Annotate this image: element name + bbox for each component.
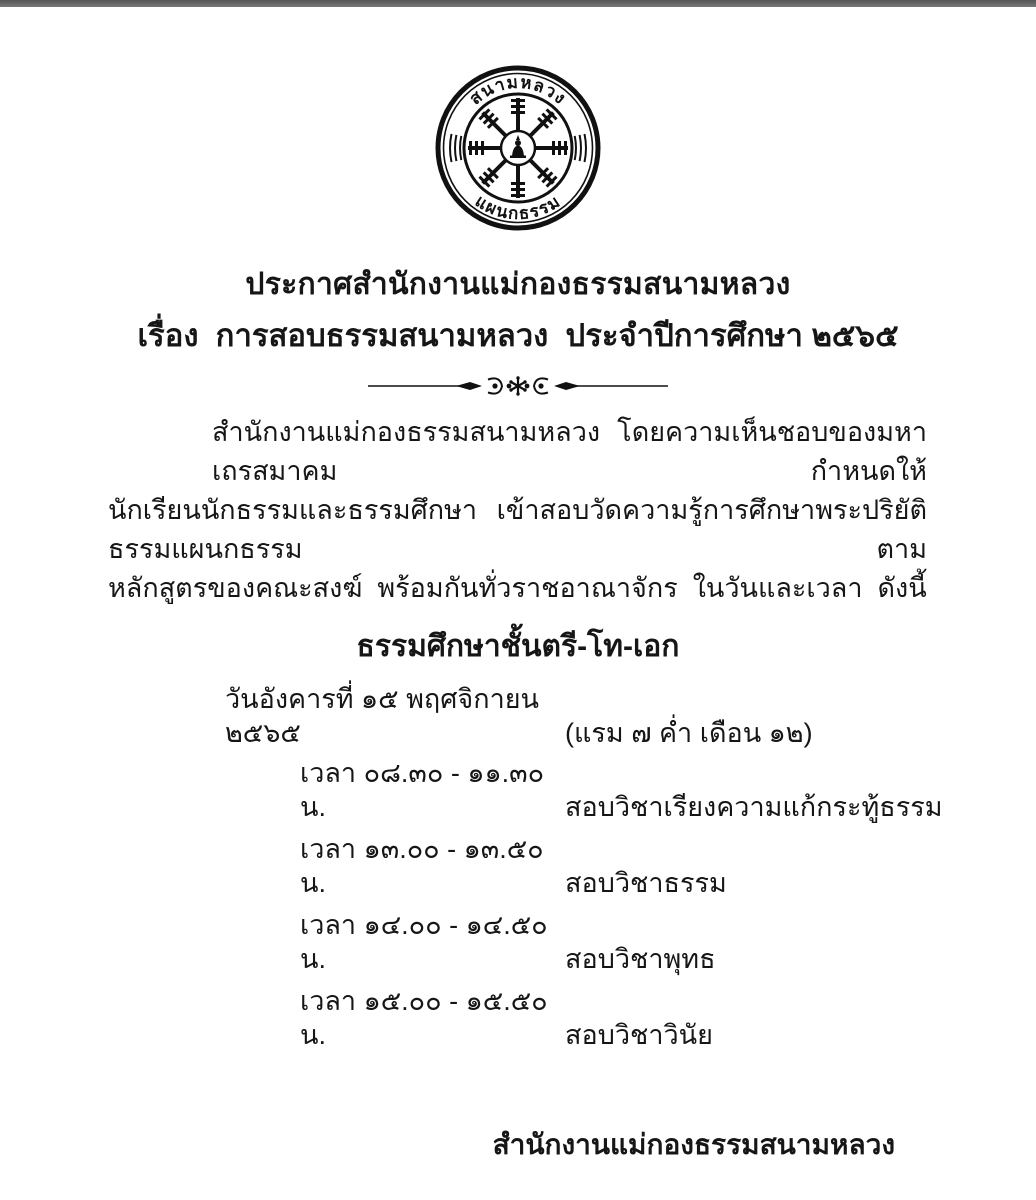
seal-top-text: สนามหลวง	[465, 72, 571, 109]
schedule-row	[0, 984, 1036, 1052]
schedule-time: เวลา ๑๔.๐๐ - ๑๔.๕๐ น.	[300, 910, 548, 974]
body-line: สำนักงานแม่กองธรรมสนามหลวง โดยความเห็นชอบของมหาเถรสมาคม กำหนดให้	[212, 417, 927, 486]
dharma-wheel-seal-icon	[433, 63, 603, 233]
divider-ornament-icon	[368, 373, 668, 399]
window-top-bar	[0, 0, 1036, 7]
schedule-time: เวลา ๑๓.๐๐ - ๑๓.๕๐ น.	[300, 834, 544, 898]
exam-date-row	[0, 682, 1036, 750]
schedule-time: เวลา ๐๘.๓๐ - ๑๑.๓๐ น.	[300, 758, 545, 822]
schedule-subject: สอบวิชาธรรม	[565, 868, 727, 898]
schedule-subject: สอบวิชาพุทธ	[565, 944, 716, 974]
announcement-subject: เรื่อง การสอบธรรมสนามหลวง ประจำปีการศึกษา ๒๕๖๕	[137, 318, 899, 353]
schedule-row	[0, 908, 1036, 976]
body-line: นักเรียนนักธรรมและธรรมศึกษา เข้าสอบวัดความรู้การศึกษาพระปริยัติธรรมแผนกธรรม ตาม	[108, 495, 927, 564]
schedule-row	[0, 756, 1036, 824]
buddha-figure-icon	[510, 135, 526, 158]
schedule-row	[0, 832, 1036, 900]
exam-date: วันอังคารที่ ๑๕ พฤศจิกายน ๒๕๖๕	[225, 684, 540, 748]
seal-bottom-text: แผนกธรรม	[471, 191, 565, 224]
schedule-subject: สอบวิชาเรียงความแก้กระทู้ธรรม	[565, 792, 943, 822]
seal-container	[0, 0, 1036, 233]
schedule-subject: สอบวิชาวินัย	[565, 1020, 713, 1050]
schedule-time: เวลา ๑๕.๐๐ - ๑๕.๕๐ น.	[300, 986, 548, 1050]
announcement-title: ประกาศสำนักงานแม่กองธรรมสนามหลวง	[245, 268, 791, 301]
section-heading: ธรรมศึกษาชั้นตรี-โท-เอก	[356, 630, 680, 663]
signature-office: สำนักงานแม่กองธรรมสนามหลวง	[492, 1129, 895, 1160]
ornamental-divider	[0, 373, 1036, 399]
lunar-date: (แรม ๗ ค่ำ เดือน ๑๒)	[565, 718, 813, 748]
body-paragraph	[0, 413, 1036, 608]
body-line: หลักสูตรของคณะสงฆ์ พร้อมกันทั่วราชอาณาจักร ในวันและเวลา ดังนี้	[108, 573, 927, 603]
